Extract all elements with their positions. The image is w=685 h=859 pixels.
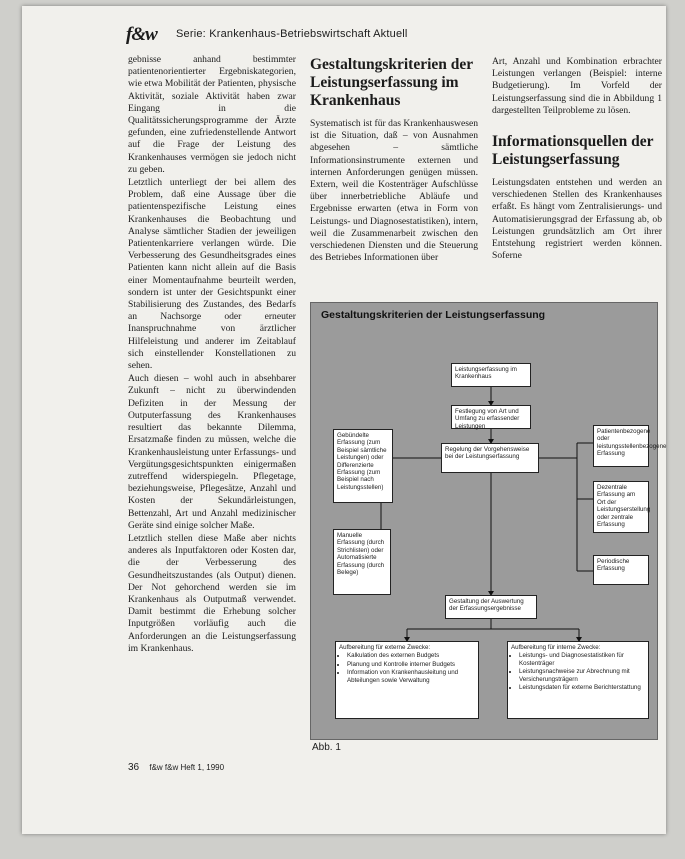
series-title: Serie: Krankenhaus-Betriebswirtschaft Aktuell: [176, 28, 408, 40]
section-heading: Informationsquellen der Leistungserfassung: [492, 133, 654, 169]
box-title: Aufbereitung für externe Zwecke:: [339, 644, 431, 651]
list-item: • Kalkulation des externen Budgets: [347, 652, 475, 659]
box-title: Aufbereitung für interne Zwecke:: [511, 644, 601, 651]
box-patientenbezogen: Patientenbezogene oder leistungsstellenbezogene Erfassung: [593, 425, 649, 467]
list-item: • Leistungsdaten für externe Berichterstattung: [519, 684, 645, 691]
paragraph: Auch diesen – wohl auch in absehbarer Zukunft – nicht zu überwindenden Defiziten in der Messung der Outputerfassung des Krankenhauses resultiert das bekannte Dilemma, Ersatzmaße finden zu müssen, welche die Krankenhausleistung unter Erfassungs- und Vergütungsgesichtspunkten einigermaßen zutreffend widerspiegeln. Pflegetage, beziehungsweise, Pflegesätze, Anzahl und Kosten der Sekundärleistungen, Bettenzahl, Art und Anzahl medizinischer Geräte sind einige solcher Maße.: [128, 373, 296, 531]
page-number: 36: [128, 762, 140, 773]
figure-diagram: [310, 302, 667, 740]
column-3: [492, 56, 662, 296]
journal-logo: f&w: [126, 24, 157, 45]
list-item: • Leistungs- und Diagnosestatistiken für Kostenträger: [519, 652, 645, 667]
column-2: [310, 56, 478, 296]
journal-reference: f&w f&w Heft 1, 1990: [149, 763, 225, 772]
paragraph: Letztlich stellen diese Maße aber nichts anderes als Inputfaktoren oder Kosten dar, die der Verbesserung des Gesundheitszustandes (als Output) dienen. Der Not gehorchend werden sie im Krankenhaus als Outputmaß verwendet. Damit bestimmt die Erhebung solcher Inputgrößen vorläufig auch die Anforderungen an die Leistungserfassung im Krankenhaus.: [128, 532, 296, 654]
box-dezentrale-erfassung: Dezentrale Erfassung am Ort der Leistungserstellung oder zentrale Erfassung: [593, 481, 649, 533]
list-item: • Planung und Kontrolle interner Budgets: [347, 661, 475, 668]
paragraph: Letztlich unterliegt der bei allem des Problem, daß eine Aussage über die patientenspezifische Leistung eines Krankenhauses die Beobachtung und Analyse sämtlicher Stadien der jeweiligen Patientenkarriere verlangen würde. Die Verbesserung des Gesundheitsgrades eines Patienten kann nicht allein auf die Basis einer Momentaufnahme beurteilt werden, sondern ist unter der Gesichtspunkt einer Stabilisierung des Zustandes, des Bedarfs an Nachsorge oder erneuter Inanspruchnahme von ärztlicher Hilfeleistung und anderer im Zeitablauf sich einstellender Konstellationen zu sehen.: [128, 177, 296, 372]
box-leistungserfassung: Leistungserfassung im Krankenhaus: [451, 363, 531, 387]
figure-title: Gestaltungskriterien der Leistungserfassung: [321, 309, 546, 321]
magazine-page: [22, 6, 666, 834]
column-1: [128, 54, 296, 757]
page-header: [126, 22, 666, 46]
box-festlegung: Festlegung von Art und Umfang zu erfassender Leistungen: [451, 405, 531, 429]
paragraph: gebnisse anhand bestimmter patientenorientierter Ergebniskategorien, wie etwa Mobilität der Patienten, physische Aktivität, soziale Aktivität haben zwar Eingang in die Qualitätssicherungsprogramme der Ärzte gefunden, eine zufriedenstellende Antwort auf die Frage der Leistung des Krankenhauses vermögen sie jedoch nicht zu geben.: [128, 54, 296, 175]
box-regelung: Regelung der Vorgehensweise bei der Leistungserfassung: [441, 443, 539, 473]
list-item: • Information von Krankenhausleitung und Abteilungen sowie Verwaltung: [347, 669, 475, 684]
box-gestaltung-auswertung: Gestaltung der Auswertung der Erfassungsergebnisse: [445, 595, 537, 619]
section-heading: Gestaltungskriterien der Leistungserfassung im Krankenhaus: [310, 56, 473, 109]
box-gebuendelte-erfassung: Gebündelte Erfassung (zum Beispiel sämtliche Leistungen) oder Differenzierte Erfassung (zum Beispiel nach Leistungsstellen): [333, 429, 393, 503]
box-periodische-erfassung: Periodische Erfassung: [593, 555, 649, 585]
box-aufbereitung-extern: [335, 641, 479, 719]
box-manuelle-erfassung: Manuelle Erfassung (durch Strichlisten) oder Automatisierte Erfassung (durch Belege): [333, 529, 391, 595]
figure-caption: Abb. 1: [312, 742, 341, 753]
list-item: • Leistungsnachweise zur Abrechnung mit Versicherungsträgern: [519, 668, 645, 683]
paragraph: Systematisch ist für das Krankenhauswesen ist die Situation, daß – von Ausnahmen abgesehen – sämtliche Informationsinstrumente externen und internen Anforderungen genügen müssen. Extern, weil die Kostenträger Aufschlüsse über innerbetriebliche Abläufe und Ergebnisse erwarten (etwa in Form von Leistungs- und Diagnosestatistiken), intern, weil die Zusammenarbeit zwischen den verschiedenen Diensten und die Steuerung des Betriebes Informationen über: [310, 118, 478, 264]
box-aufbereitung-intern: [507, 641, 649, 719]
paragraph: Leistungsdaten entstehen und werden an verschiedenen Stellen des Krankenhauses erfaßt. Es hängt vom Zentralisierungs- und Automatisierungsgrad der Erfassung ab, ob Leistungen grundsätzlich am Ort ihrer Entstehung registriert werden können. Soferne: [492, 177, 662, 262]
paragraph: Art, Anzahl und Kombination erbrachter Leistungen verlangen (Beispiel: interne Budgetierung). Im Vorfeld der Leistungserfassung sind die in Abbildung 1 dargestellten Teilprobleme zu lösen.: [492, 56, 662, 116]
page-footer: [128, 762, 224, 773]
